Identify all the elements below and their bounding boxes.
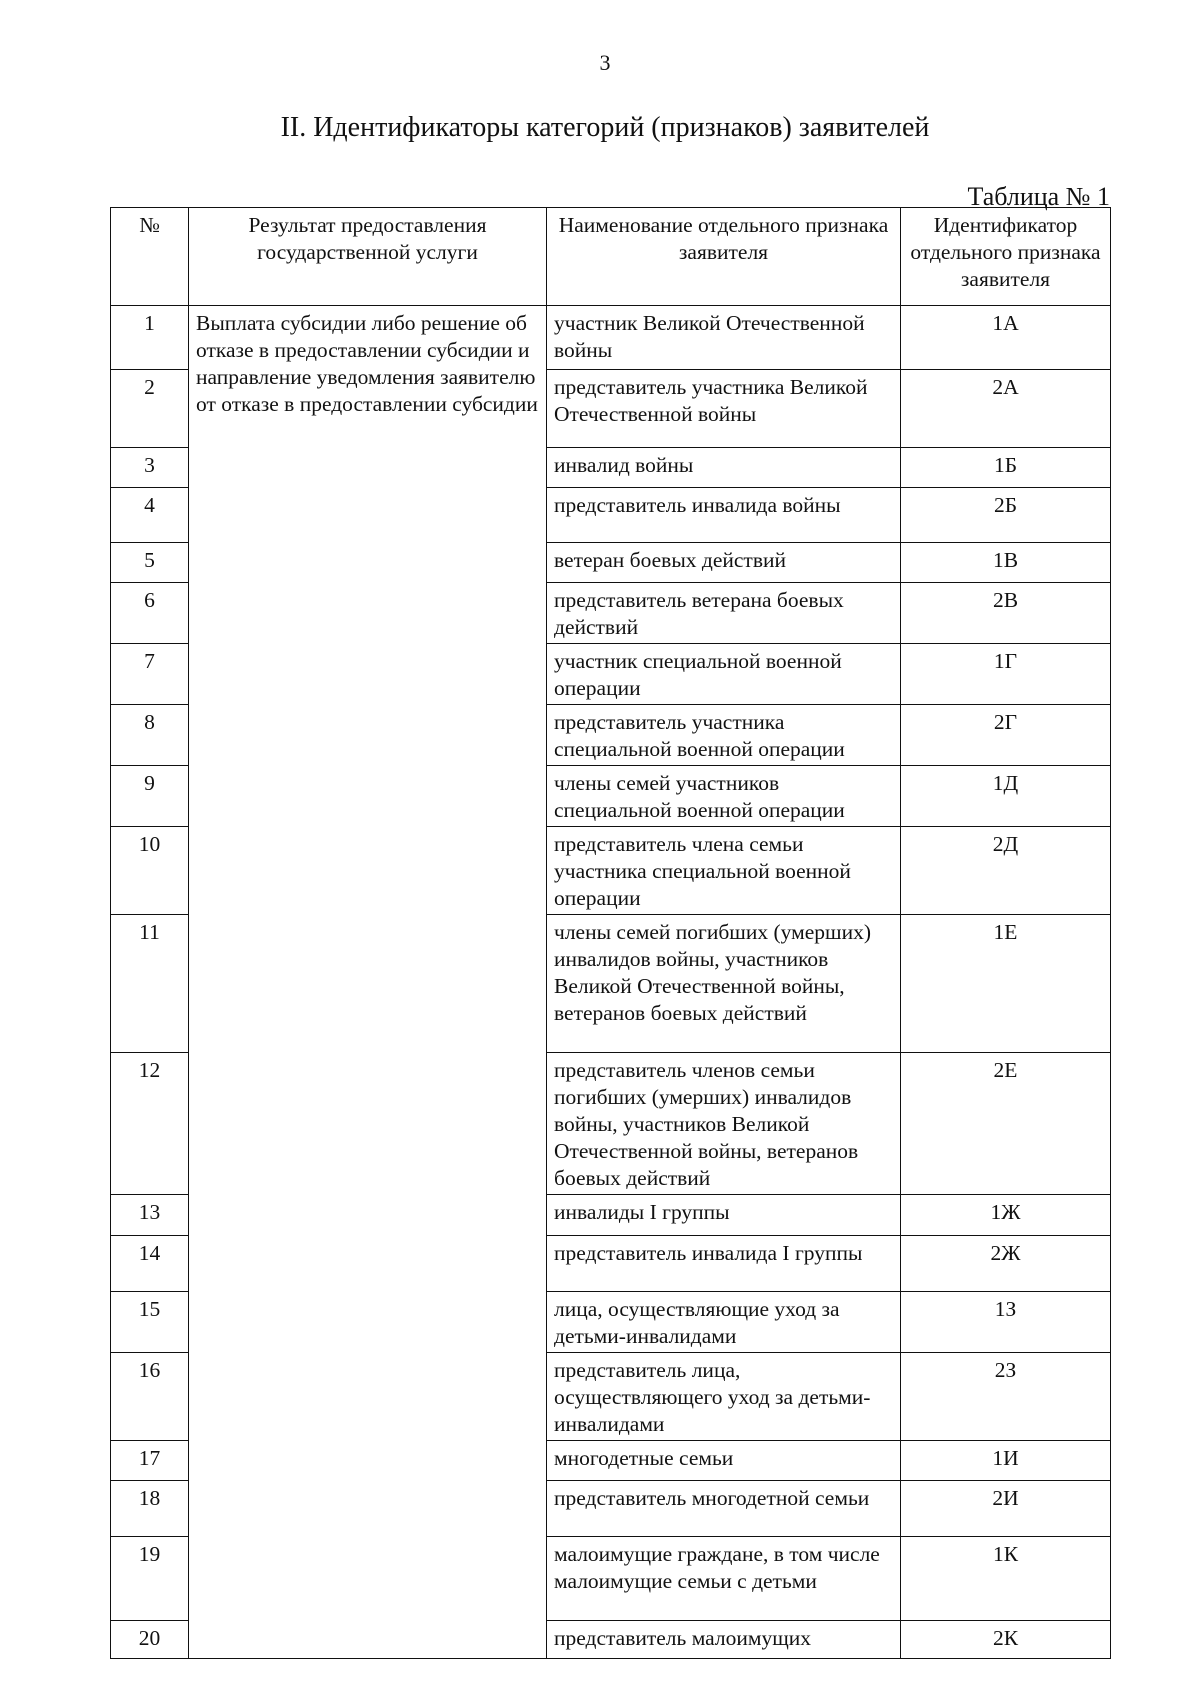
row-name: представитель членов семьи погибших (умерших) инвалидов войны, участников Великой Отечественной войны, ветеранов боевых действий bbox=[547, 1053, 901, 1195]
row-id: 1В bbox=[901, 543, 1111, 583]
row-num: 15 bbox=[111, 1292, 189, 1353]
row-name: малоимущие граждане, в том числе малоимущие семьи с детьми bbox=[547, 1537, 901, 1621]
row-name: представитель члена семьи участника специальной военной операции bbox=[547, 827, 901, 915]
row-num: 14 bbox=[111, 1236, 189, 1292]
row-id: 2В bbox=[901, 583, 1111, 644]
row-name: инвалиды I группы bbox=[547, 1195, 901, 1236]
header-num: № bbox=[111, 208, 189, 306]
row-id: 1Б bbox=[901, 448, 1111, 488]
row-name: представитель участника специальной военной операции bbox=[547, 705, 901, 766]
row-num: 7 bbox=[111, 644, 189, 705]
row-name: участник Великой Отечественной войны bbox=[547, 306, 901, 370]
row-num: 17 bbox=[111, 1441, 189, 1481]
row-num: 11 bbox=[111, 915, 189, 1053]
row-name: многодетные семьи bbox=[547, 1441, 901, 1481]
table-caption: Таблица № 1 bbox=[967, 182, 1110, 211]
table-body bbox=[111, 306, 1111, 1659]
row-id: 1И bbox=[901, 1441, 1111, 1481]
result-cell: Выплата субсидии либо решение об отказе в предоставлении субсидии и направление уведомления заявителю от отказе в предоставлении субсидии bbox=[189, 306, 547, 1659]
row-name: представитель многодетной семьи bbox=[547, 1481, 901, 1537]
row-num: 3 bbox=[111, 448, 189, 488]
row-id: 2Д bbox=[901, 827, 1111, 915]
row-id: 2И bbox=[901, 1481, 1111, 1537]
header-name: Наименование отдельного признака заявителя bbox=[547, 208, 901, 306]
table-row bbox=[111, 306, 1111, 370]
row-id: 2Г bbox=[901, 705, 1111, 766]
row-id: 1Г bbox=[901, 644, 1111, 705]
row-name: участник специальной военной операции bbox=[547, 644, 901, 705]
row-num: 12 bbox=[111, 1053, 189, 1195]
row-id: 2Е bbox=[901, 1053, 1111, 1195]
row-num: 4 bbox=[111, 488, 189, 543]
row-num: 20 bbox=[111, 1621, 189, 1659]
row-name: представитель инвалида I группы bbox=[547, 1236, 901, 1292]
row-num: 8 bbox=[111, 705, 189, 766]
row-id: 2Б bbox=[901, 488, 1111, 543]
row-num: 18 bbox=[111, 1481, 189, 1537]
section-title: II. Идентификаторы категорий (признаков) заявителей bbox=[280, 112, 930, 143]
row-id: 2З bbox=[901, 1353, 1111, 1441]
row-id: 1З bbox=[901, 1292, 1111, 1353]
header-id: Идентификатор отдельного признака заявителя bbox=[901, 208, 1111, 306]
row-id: 1К bbox=[901, 1537, 1111, 1621]
row-name: представитель ветерана боевых действий bbox=[547, 583, 901, 644]
row-name: лица, осуществляющие уход за детьми-инвалидами bbox=[547, 1292, 901, 1353]
row-num: 5 bbox=[111, 543, 189, 583]
row-id: 1А bbox=[901, 306, 1111, 370]
row-num: 6 bbox=[111, 583, 189, 644]
row-num: 16 bbox=[111, 1353, 189, 1441]
page-number: 3 bbox=[599, 50, 611, 75]
row-id: 2А bbox=[901, 370, 1111, 448]
row-name: представитель малоимущих bbox=[547, 1621, 901, 1659]
row-name: представитель инвалида войны bbox=[547, 488, 901, 543]
header-result: Результат предоставления государственной услуги bbox=[189, 208, 547, 306]
row-id: 2Ж bbox=[901, 1236, 1111, 1292]
row-num: 2 bbox=[111, 370, 189, 448]
applicant-categories-table bbox=[110, 207, 1111, 1659]
row-name: представитель лица, осуществляющего уход за детьми-инвалидами bbox=[547, 1353, 901, 1441]
row-id: 1Ж bbox=[901, 1195, 1111, 1236]
row-num: 9 bbox=[111, 766, 189, 827]
row-name: ветеран боевых действий bbox=[547, 543, 901, 583]
row-name: представитель участника Великой Отечественной войны bbox=[547, 370, 901, 448]
row-num: 1 bbox=[111, 306, 189, 370]
row-name: члены семей погибших (умерших) инвалидов войны, участников Великой Отечественной войны, ветеранов боевых действий bbox=[547, 915, 901, 1053]
row-num: 13 bbox=[111, 1195, 189, 1236]
row-id: 1Е bbox=[901, 915, 1111, 1053]
row-id: 2К bbox=[901, 1621, 1111, 1659]
row-name: члены семей участников специальной военной операции bbox=[547, 766, 901, 827]
row-name: инвалид войны bbox=[547, 448, 901, 488]
row-num: 10 bbox=[111, 827, 189, 915]
row-id: 1Д bbox=[901, 766, 1111, 827]
row-num: 19 bbox=[111, 1537, 189, 1621]
